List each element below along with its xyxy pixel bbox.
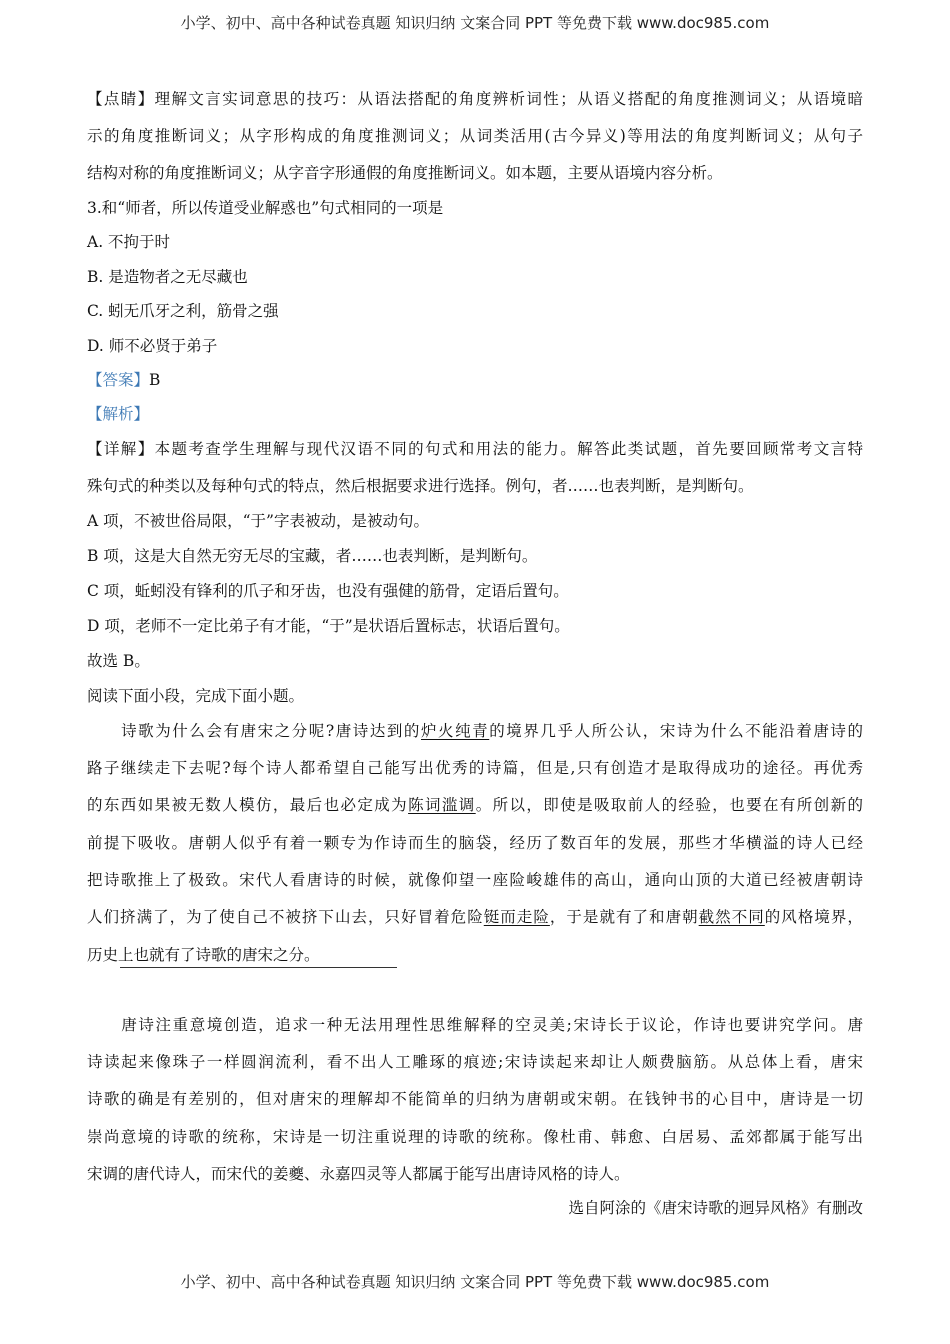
text-segment: 。所以，即使是吸取前人的经验，也要在有所创新的 [475,796,863,814]
text-line [87,404,863,424]
underlined-term: 陈词滥调 [408,796,476,814]
text-line [87,721,863,741]
section-label: 【解析】 [87,405,150,423]
page-footer: 小学、初中、高中各种试卷真题 知识归纳 文案合同 PPT 等免费下载 www.doc985.com [180,1273,770,1291]
text-segment: 人们挤满了，为了使自己不被挤下山去，只好冒着危险 [87,908,484,926]
text-line [87,336,863,356]
text-segment: 3.和“师者，所以传道受业解惑也”句式相同的一项是 [87,199,444,217]
text-segment: 历史上也就有了诗歌的唐宋之分。 [87,946,320,964]
text-segment: 宋调的唐代诗人，而宋代的姜夔、永嘉四灵等人都属于能写出唐诗风格的诗人。 [87,1165,630,1183]
text-line [87,1198,863,1218]
text-segment: C 项，蚯蚓没有锋利的爪子和牙齿，也没有强健的筋骨，定语后置句。 [87,582,569,600]
section-label: 【答案】 [87,371,150,389]
page-header: 小学、初中、高中各种试卷真题 知识归纳 文案合同 PPT 等免费下载 www.doc985.com [180,14,770,32]
text-line [87,1127,863,1147]
text-segment: 诗歌为什么会有唐宋之分呢?唐诗达到的 [87,722,421,740]
text-line [87,1015,863,1035]
text-segment: A. 不拘于时 [87,233,171,251]
text-line [87,232,863,252]
underlined-term: 截然不同 [698,908,765,926]
text-segment: 的东西如果被无数人模仿，最后也必定成为 [87,796,409,814]
text-segment: C. 蚓无爪牙之利，筋骨之强 [87,302,279,320]
text-line [87,795,863,815]
text-line [87,476,863,496]
text-segment: D. 师不必贤于弟子 [87,337,218,355]
text-line [87,616,863,636]
text-segment: 结构对称的角度推断词义；从字音字形通假的角度推断词义。如本题，主要从语境内容分析。 [87,164,723,182]
text-line [87,163,863,183]
text-line [87,546,863,566]
text-segment: 唐诗注重意境创造，追求一种无法用理性思维解释的空灵美;宋诗长于议论，作诗也要讲究学问。唐 [87,1016,863,1034]
text-line [87,870,863,890]
text-segment: B 项，这是大自然无穷无尽的宝藏，者……也表判断，是判断句。 [87,547,538,565]
text-line [87,301,863,321]
text-segment: 示的角度推断词义；从字形构成的角度推测词义；从词类活用(古今异义)等用法的角度判断词义；从句子 [87,127,863,145]
text-line [87,1164,863,1184]
text-segment: 故选 B。 [87,652,150,670]
text-segment: ，于是就有了和唐朝 [549,908,699,926]
text-segment: 选自阿涂的《唐宋诗歌的迥异风格》有删改 [568,1199,863,1217]
text-segment: 诗读起来像珠子一样圆润流利，看不出人工雕琢的痕迹;宋诗读起来却让人颇费脑筋。从总体上看，唐宋 [87,1053,863,1071]
text-line [87,198,863,218]
text-segment: B [149,371,161,389]
text-line [87,439,863,459]
text-segment: A 项，不被世俗局限，“于”字表被动，是被动句。 [87,512,429,530]
text-segment: 【详解】本题考查学生理解与现代汉语不同的句式和用法的能力。解答此类试题，首先要回顾常考文言特 [87,440,863,458]
text-line [87,511,863,531]
text-line [87,1089,863,1109]
text-line [87,370,863,390]
text-line [87,581,863,601]
text-segment: 【点睛】理解文言实词意思的技巧：从语法搭配的角度辨析词性；从语义搭配的角度推测词义；从语境暗 [87,90,863,108]
text-line [87,907,863,927]
text-line [87,267,863,287]
text-line [87,833,863,853]
text-segment: 诗歌的确是有差别的，但对唐宋的理解却不能简单的归纳为唐朝或宋朝。在钱钟书的心目中，唐诗是一切 [87,1090,863,1108]
text-segment: 殊句式的种类以及每种句式的特点，然后根据要求进行选择。例句，者……也表判断，是判断句。 [87,477,754,495]
text-segment: D 项，老师不一定比弟子有才能，“于”是状语后置标志，状语后置句。 [87,617,570,635]
text-segment: 前提下吸收。唐朝人似乎有着一颗专为作诗而生的脑袋，经历了数百年的发展，那些才华横溢的诗人已经 [87,834,863,852]
text-segment: 崇尚意境的诗歌的统称，宋诗是一切注重说理的诗歌的统称。像杜甫、韩愈、白居易、孟郊都属于能写出 [87,1128,863,1146]
text-line [87,686,863,706]
underlined-term: 铤而走险 [483,908,550,926]
text-line [87,126,863,146]
text-line [87,651,863,671]
text-segment: 的境界几乎人所公认，宋诗为什么不能沿着唐诗的 [489,722,863,740]
blank-line [120,967,397,968]
text-line [87,945,863,965]
text-segment: B. 是造物者之无尽藏也 [87,268,248,286]
text-segment: 把诗歌推上了极致。宋代人看唐诗的时候，就像仰望一座险峻雄伟的高山，通向山顶的大道已经被唐朝诗 [87,871,863,889]
text-line [87,89,863,109]
text-line [87,1052,863,1072]
underlined-term: 炉火纯青 [421,722,490,740]
text-segment: 路子继续走下去呢?每个诗人都希望自己能写出优秀的诗篇，但是,只有创造才是取得成功的途径。再优秀 [87,759,863,777]
text-segment: 的风格境界， [764,908,863,926]
text-segment: 阅读下面小段，完成下面小题。 [87,687,305,705]
text-line [87,758,863,778]
